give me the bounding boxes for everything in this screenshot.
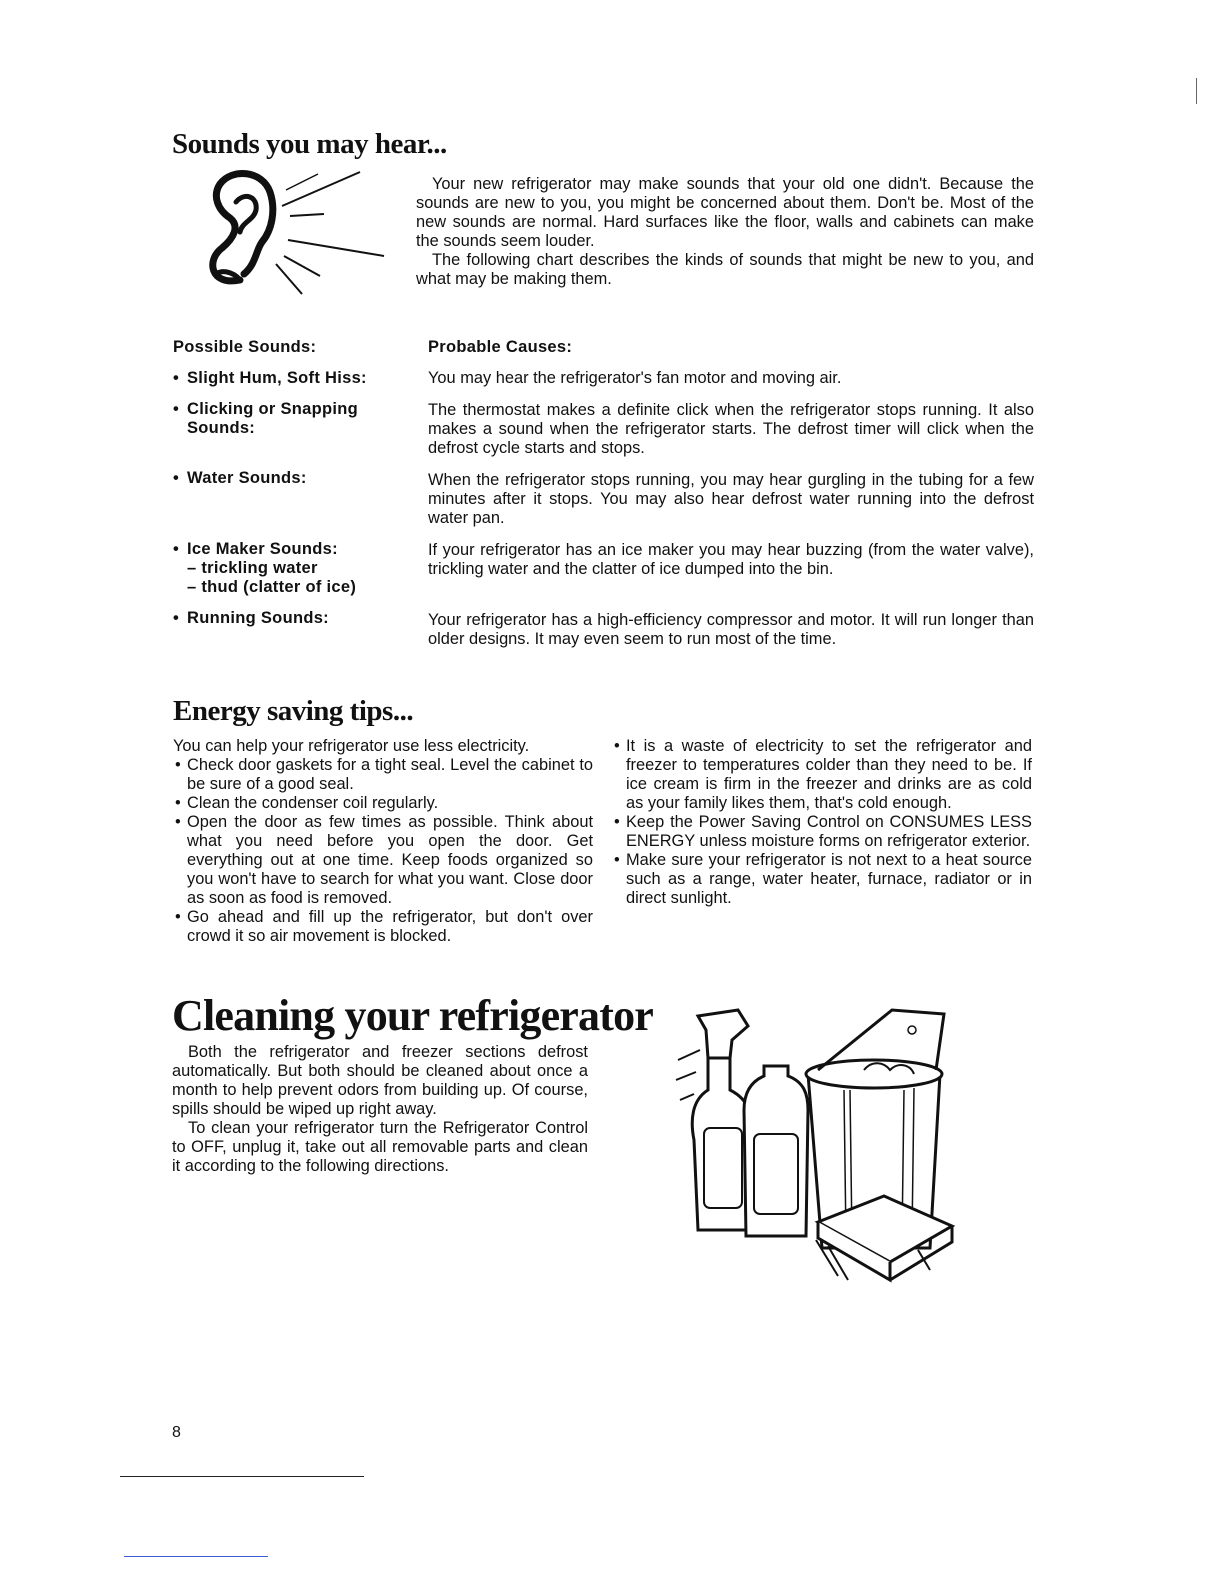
sounds-intro bbox=[416, 175, 1034, 289]
energy-tip: • Open the door as few times as possible. Think about what you need before you open the door. Get everything out at one time. Keep foods organized so you won't have to search for what you want. Close door as soon as food is removed. bbox=[173, 813, 593, 908]
sound-sublabel: – thud (clatter of ice) bbox=[187, 578, 357, 596]
sound-label: • Slight Hum, Soft Hiss: bbox=[173, 369, 403, 388]
sounds-heading: Sounds you may hear... bbox=[172, 128, 447, 160]
sounds-intro-paragraph: The following chart describes the kinds of sounds that might be new to you, and what may be making them. bbox=[416, 251, 1034, 288]
sound-item bbox=[173, 369, 403, 388]
footer-accent-rule bbox=[124, 1556, 268, 1557]
sound-item bbox=[173, 609, 403, 628]
sound-cause: You may hear the refrigerator's fan motor and moving air. bbox=[428, 369, 842, 387]
probable-causes-header: Probable Causes: bbox=[428, 338, 573, 356]
cleaning-paragraph: To clean your refrigerator turn the Refrigerator Control to OFF, unplug it, take out all removable parts and clean it according to the following directions. bbox=[172, 1119, 588, 1175]
energy-tips-left-column bbox=[173, 737, 593, 946]
energy-tip: • Go ahead and fill up the refrigerator, but don't over crowd it so air movement is blocked. bbox=[173, 908, 593, 946]
sounds-intro-paragraph: Your new refrigerator may make sounds that your old one didn't. Because the sounds are new to you, you might be concerned about them. Don't be. Most of the new sounds are normal. Hard surfaces like the floor, walls and cabinets can make the sounds seem louder. bbox=[416, 175, 1034, 250]
energy-tip: • Make sure your refrigerator is not next to a heat source such as a range, water heater, furnace, radiator or in direct sunlight. bbox=[612, 851, 1032, 908]
energy-lead: You can help your refrigerator use less electricity. bbox=[173, 737, 530, 755]
energy-tip: • It is a waste of electricity to set the refrigerator and freezer to temperatures colder than they need to be. If ice cream is firm in the freezer and drinks are as cold as your family likes them, that's cold enough. bbox=[612, 737, 1032, 813]
sound-item bbox=[173, 540, 403, 597]
sound-label: • Running Sounds: bbox=[173, 609, 403, 628]
margin-mark bbox=[1196, 78, 1197, 104]
energy-tip: • Clean the condenser coil regularly. bbox=[173, 794, 593, 813]
energy-tip: • Keep the Power Saving Control on CONSUMES LESS ENERGY unless moisture forms on refrigerator exterior. bbox=[612, 813, 1032, 851]
cleaning-supplies-illustration-icon bbox=[668, 1000, 968, 1285]
energy-tips-right-column bbox=[612, 737, 1032, 908]
sound-cause: The thermostat makes a definite click when the refrigerator stops running. It also makes a sound when the refrigerator starts. The defrost timer will click when the defrost cycle starts and stops. bbox=[428, 401, 1034, 457]
sound-item bbox=[173, 400, 388, 438]
sound-label: • Water Sounds: bbox=[173, 469, 403, 488]
sound-cause: Your refrigerator has a high-efficiency compressor and motor. It will run longer than older designs. It may even seem to run most of the time. bbox=[428, 611, 1034, 648]
cleaning-heading: Cleaning your refrigerator bbox=[172, 991, 654, 1040]
ear-illustration-icon bbox=[200, 168, 390, 298]
cleaning-paragraph: Both the refrigerator and freezer sections defrost automatically. But both should be cleaned about once a month to help prevent odors from building up. Of course, spills should be wiped up right away. bbox=[172, 1043, 588, 1118]
sound-cause: When the refrigerator stops running, you may hear gurgling in the tubing for a few minutes after it stops. You may also hear defrost water running into the defrost water pan. bbox=[428, 471, 1034, 527]
possible-sounds-header: Possible Sounds: bbox=[173, 338, 317, 356]
cleaning-text bbox=[172, 1043, 588, 1176]
sound-label: • Clicking or Snapping Sounds: bbox=[173, 400, 388, 438]
sound-label: • Ice Maker Sounds: bbox=[173, 540, 403, 559]
footer-rule bbox=[120, 1476, 364, 1477]
sound-cause: If your refrigerator has an ice maker you may hear buzzing (from the water valve), trickling water and the clatter of ice dumped into the bin. bbox=[428, 541, 1034, 578]
energy-tip: • Check door gaskets for a tight seal. Level the cabinet to be sure of a good seal. bbox=[173, 756, 593, 794]
sound-sublabel: – trickling water bbox=[187, 559, 318, 577]
sound-item bbox=[173, 469, 403, 488]
page-number: 8 bbox=[172, 1424, 181, 1441]
energy-heading: Energy saving tips... bbox=[173, 695, 414, 727]
